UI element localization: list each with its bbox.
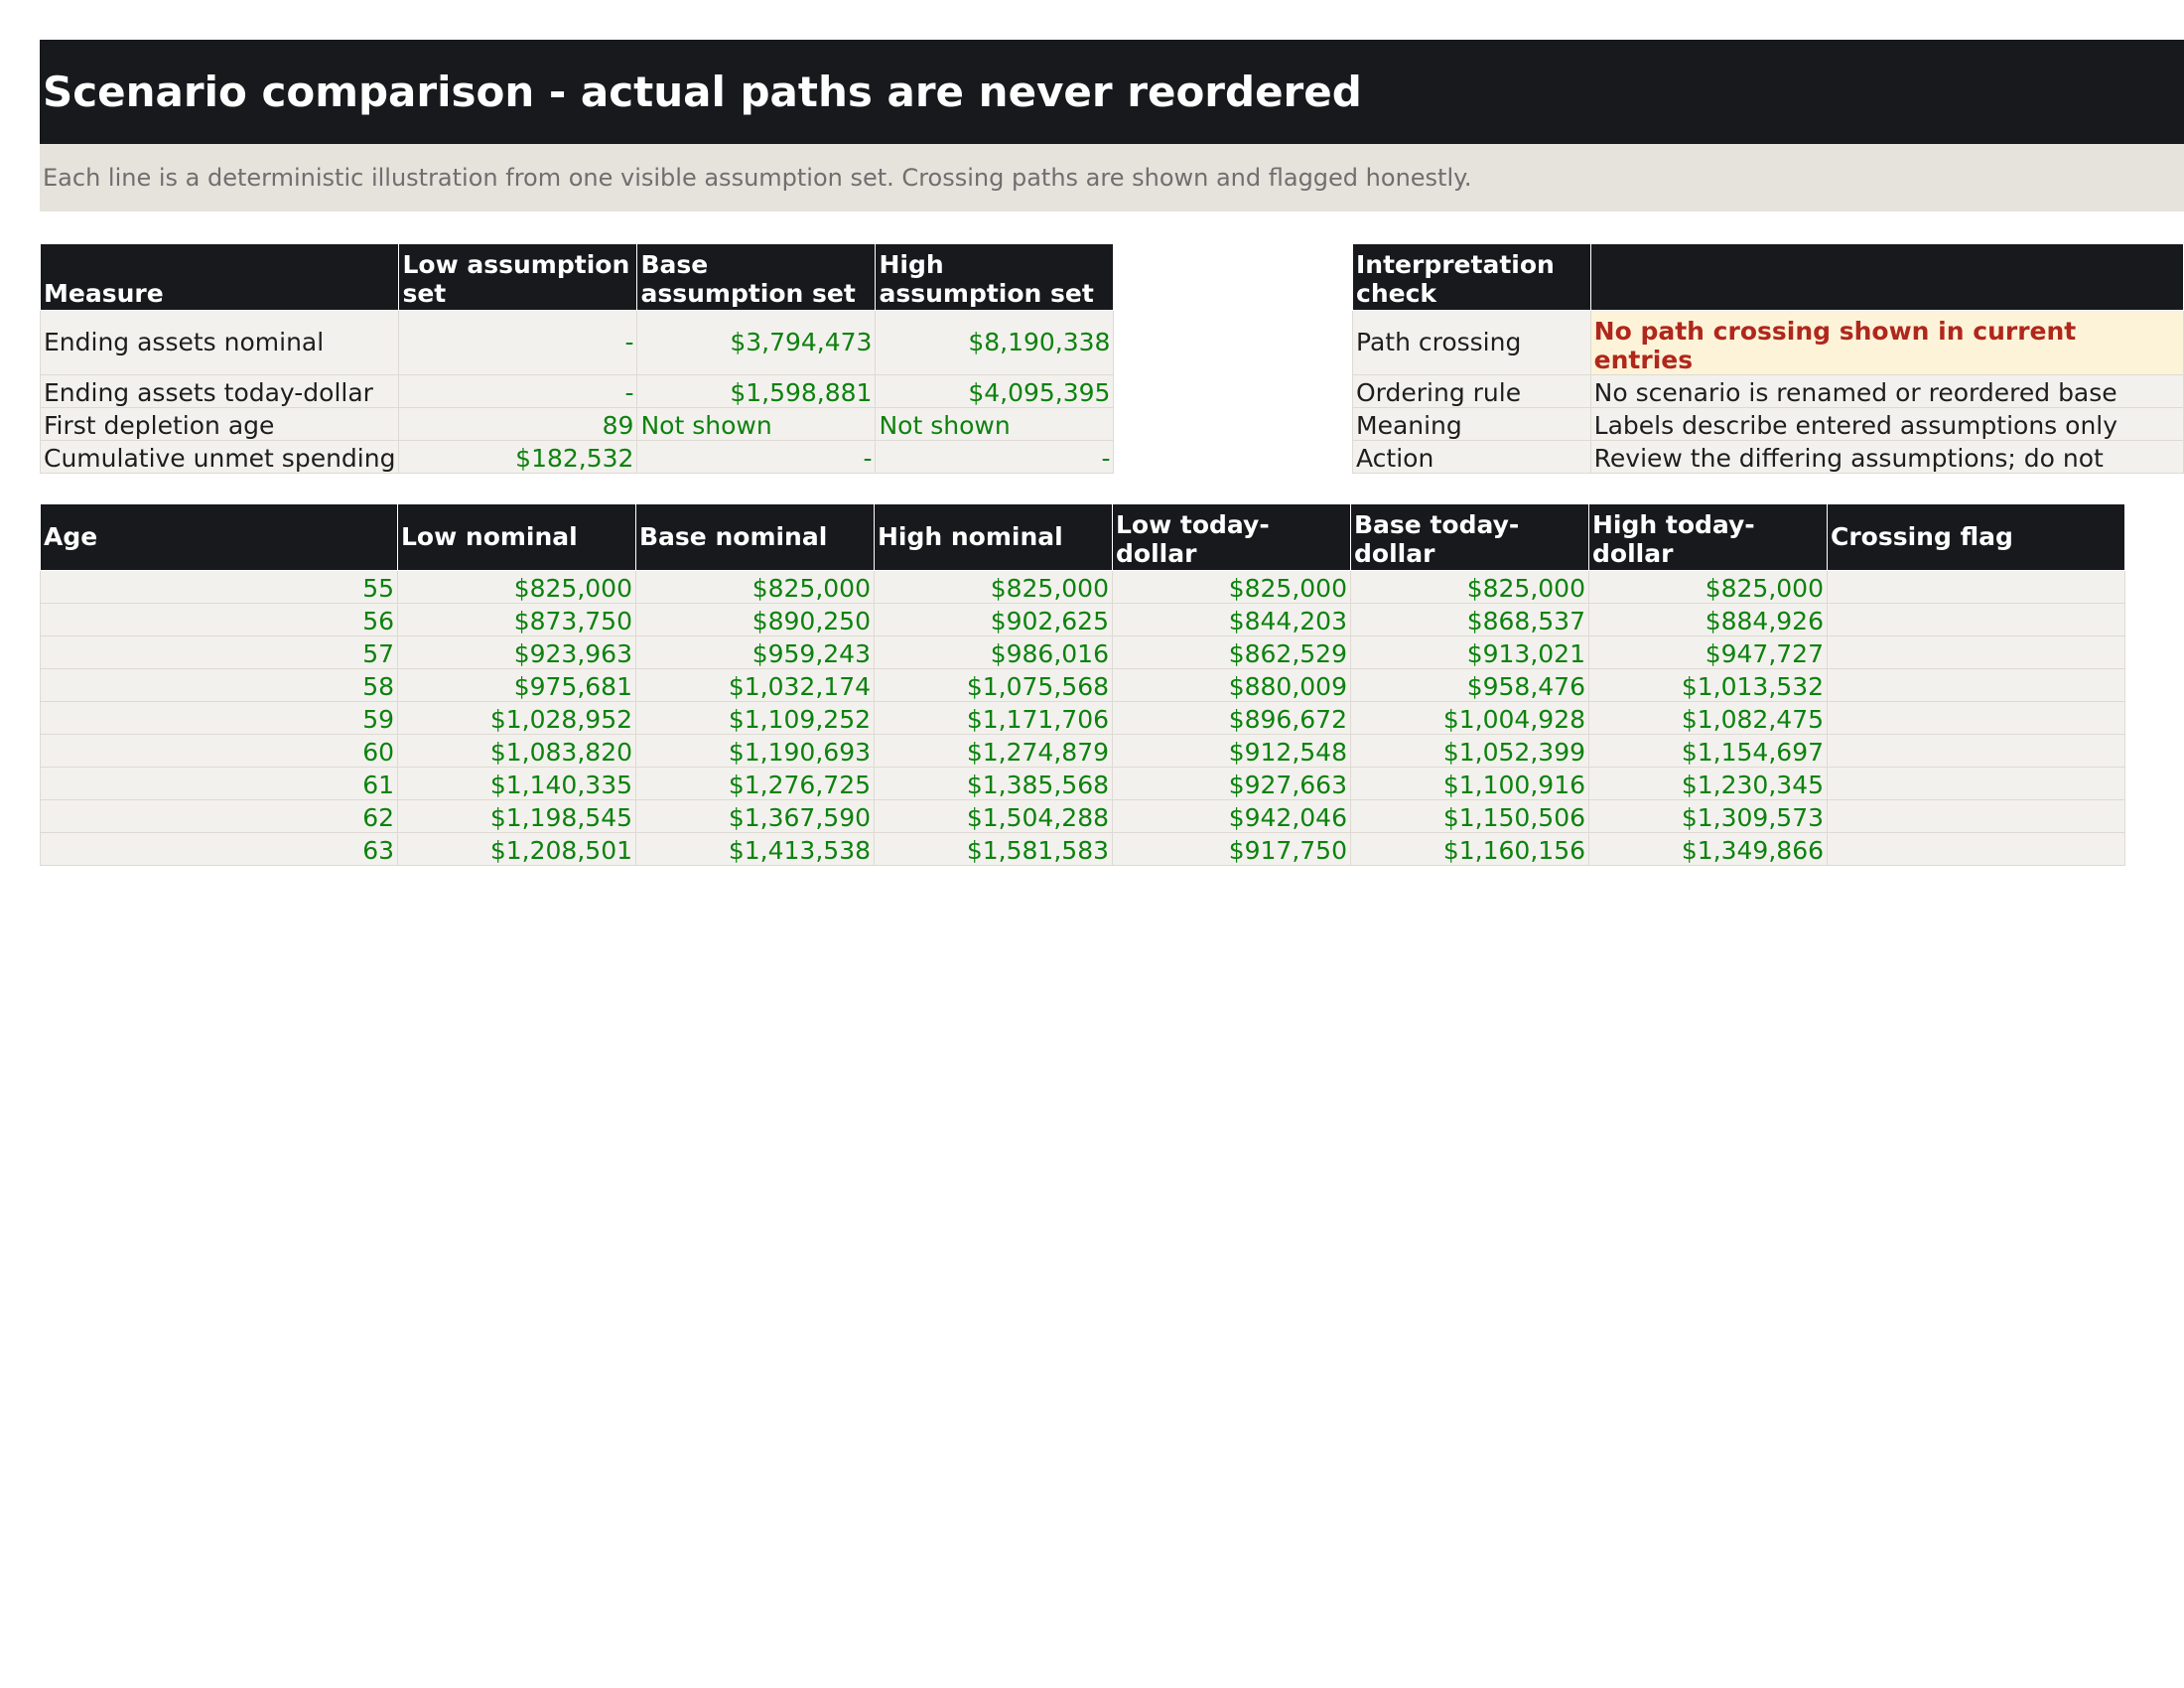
cell-age: 61 [41,768,398,800]
paths-table [40,503,2125,866]
paths-header-age: Age [41,504,398,571]
table-row [41,702,2125,735]
interpretation-row [1353,375,2184,408]
measures-row [41,311,1114,375]
interpretation-label: Ordering rule [1353,375,1591,408]
cell-base-today-dollar: $1,004,928 [1351,702,1589,735]
cell-age: 58 [41,669,398,702]
cell-high-nominal: $986,016 [875,636,1113,669]
cell-age: 59 [41,702,398,735]
measures-header-measure: Measure [41,244,399,311]
interpretation-row [1353,408,2184,441]
cell-age: 63 [41,833,398,866]
paths-header-base-today-dollar: Base today-dollar [1351,504,1589,571]
table-row [41,604,2125,636]
measures-header-base: Base assumption set [637,244,876,311]
path-crossing-flag: No path crossing shown in current entries [1590,311,2183,375]
cell-low-today-dollar: $912,548 [1113,735,1351,768]
measure-base: - [637,441,876,474]
cell-low-nominal: $923,963 [398,636,636,669]
measure-label: First depletion age [41,408,399,441]
measures-header-row [41,244,1114,311]
cell-crossing-flag [1828,702,2125,735]
cell-crossing-flag [1828,800,2125,833]
cell-high-nominal: $1,504,288 [875,800,1113,833]
cell-high-today-dollar: $1,082,475 [1589,702,1828,735]
interpretation-row [1353,311,2184,375]
interpretation-value: Labels describe entered assumptions only [1590,408,2183,441]
cell-high-today-dollar: $1,013,532 [1589,669,1828,702]
cell-high-nominal: $825,000 [875,571,1113,604]
measure-label: Ending assets nominal [41,311,399,375]
cell-low-nominal: $975,681 [398,669,636,702]
measures-header-high: High assumption set [876,244,1114,311]
cell-crossing-flag [1828,735,2125,768]
cell-age: 55 [41,571,398,604]
cell-low-today-dollar: $942,046 [1113,800,1351,833]
interpretation-value: No scenario is renamed or reordered base [1590,375,2183,408]
table-row [41,768,2125,800]
cell-base-today-dollar: $1,150,506 [1351,800,1589,833]
measures-row [41,441,1114,474]
cell-low-today-dollar: $896,672 [1113,702,1351,735]
measure-base: $3,794,473 [637,311,876,375]
page-title: Scenario comparison - actual paths are never reordered [40,40,2184,144]
cell-high-nominal: $1,274,879 [875,735,1113,768]
measure-low: - [399,311,637,375]
interpretation-header-value [1590,244,2183,311]
cell-high-nominal: $902,625 [875,604,1113,636]
cell-high-nominal: $1,581,583 [875,833,1113,866]
cell-base-nominal: $1,032,174 [636,669,875,702]
cell-base-today-dollar: $868,537 [1351,604,1589,636]
measure-high: - [876,441,1114,474]
cell-base-today-dollar: $825,000 [1351,571,1589,604]
cell-base-nominal: $1,367,590 [636,800,875,833]
cell-high-today-dollar: $1,309,573 [1589,800,1828,833]
cell-high-today-dollar: $825,000 [1589,571,1828,604]
cell-crossing-flag [1828,768,2125,800]
interpretation-table [1352,243,2184,474]
cell-base-nominal: $890,250 [636,604,875,636]
cell-base-nominal: $825,000 [636,571,875,604]
measure-high: Not shown [876,408,1114,441]
table-row [41,669,2125,702]
cell-high-nominal: $1,171,706 [875,702,1113,735]
interpretation-header-row [1353,244,2184,311]
interpretation-label: Path crossing [1353,311,1591,375]
cell-base-nominal: $1,413,538 [636,833,875,866]
measure-base: Not shown [637,408,876,441]
paths-header-high-today-dollar: High today-dollar [1589,504,1828,571]
cell-age: 57 [41,636,398,669]
table-row [41,800,2125,833]
cell-crossing-flag [1828,571,2125,604]
cell-base-nominal: $1,190,693 [636,735,875,768]
cell-low-nominal: $1,140,335 [398,768,636,800]
cell-low-today-dollar: $880,009 [1113,669,1351,702]
table-row [41,636,2125,669]
measure-high: $8,190,338 [876,311,1114,375]
measures-row [41,375,1114,408]
cell-low-today-dollar: $862,529 [1113,636,1351,669]
cell-age: 60 [41,735,398,768]
paths-header-low-today-dollar: Low today-dollar [1113,504,1351,571]
page-subtitle: Each line is a deterministic illustration from one visible assumption set. Crossing paths are shown and flagged honestly. [40,144,2184,211]
interpretation-label: Meaning [1353,408,1591,441]
cell-low-today-dollar: $844,203 [1113,604,1351,636]
measures-table [40,243,1114,474]
paths-header-crossing-flag: Crossing flag [1828,504,2125,571]
measure-low: 89 [399,408,637,441]
cell-low-nominal: $1,208,501 [398,833,636,866]
cell-low-today-dollar: $927,663 [1113,768,1351,800]
cell-low-nominal: $1,083,820 [398,735,636,768]
measure-label: Cumulative unmet spending [41,441,399,474]
paths-header-row [41,504,2125,571]
cell-low-nominal: $1,198,545 [398,800,636,833]
cell-high-today-dollar: $1,349,866 [1589,833,1828,866]
cell-base-today-dollar: $1,052,399 [1351,735,1589,768]
table-row [41,833,2125,866]
cell-base-nominal: $1,276,725 [636,768,875,800]
cell-low-today-dollar: $917,750 [1113,833,1351,866]
cell-crossing-flag [1828,604,2125,636]
measures-row [41,408,1114,441]
measures-header-low: Low assumption set [399,244,637,311]
cell-high-nominal: $1,075,568 [875,669,1113,702]
cell-crossing-flag [1828,669,2125,702]
measure-label: Ending assets today-dollar [41,375,399,408]
cell-crossing-flag [1828,636,2125,669]
paths-header-high-nominal: High nominal [875,504,1113,571]
cell-base-nominal: $959,243 [636,636,875,669]
cell-low-nominal: $873,750 [398,604,636,636]
table-row [41,571,2125,604]
interpretation-value: Review the differing assumptions; do not [1590,441,2183,474]
table-row [41,735,2125,768]
cell-high-today-dollar: $1,154,697 [1589,735,1828,768]
cell-base-today-dollar: $1,160,156 [1351,833,1589,866]
cell-crossing-flag [1828,833,2125,866]
measure-high: $4,095,395 [876,375,1114,408]
paths-header-base-nominal: Base nominal [636,504,875,571]
cell-low-nominal: $1,028,952 [398,702,636,735]
cell-base-nominal: $1,109,252 [636,702,875,735]
paths-table-body [41,571,2125,866]
cell-base-today-dollar: $913,021 [1351,636,1589,669]
interpretation-row [1353,441,2184,474]
measure-low: - [399,375,637,408]
interpretation-header-check: Interpretation check [1353,244,1591,311]
cell-base-today-dollar: $958,476 [1351,669,1589,702]
cell-low-today-dollar: $825,000 [1113,571,1351,604]
cell-high-today-dollar: $947,727 [1589,636,1828,669]
cell-low-nominal: $825,000 [398,571,636,604]
cell-age: 56 [41,604,398,636]
measure-base: $1,598,881 [637,375,876,408]
cell-age: 62 [41,800,398,833]
paths-header-low-nominal: Low nominal [398,504,636,571]
measure-low: $182,532 [399,441,637,474]
cell-base-today-dollar: $1,100,916 [1351,768,1589,800]
cell-high-nominal: $1,385,568 [875,768,1113,800]
interpretation-label: Action [1353,441,1591,474]
cell-high-today-dollar: $1,230,345 [1589,768,1828,800]
cell-high-today-dollar: $884,926 [1589,604,1828,636]
